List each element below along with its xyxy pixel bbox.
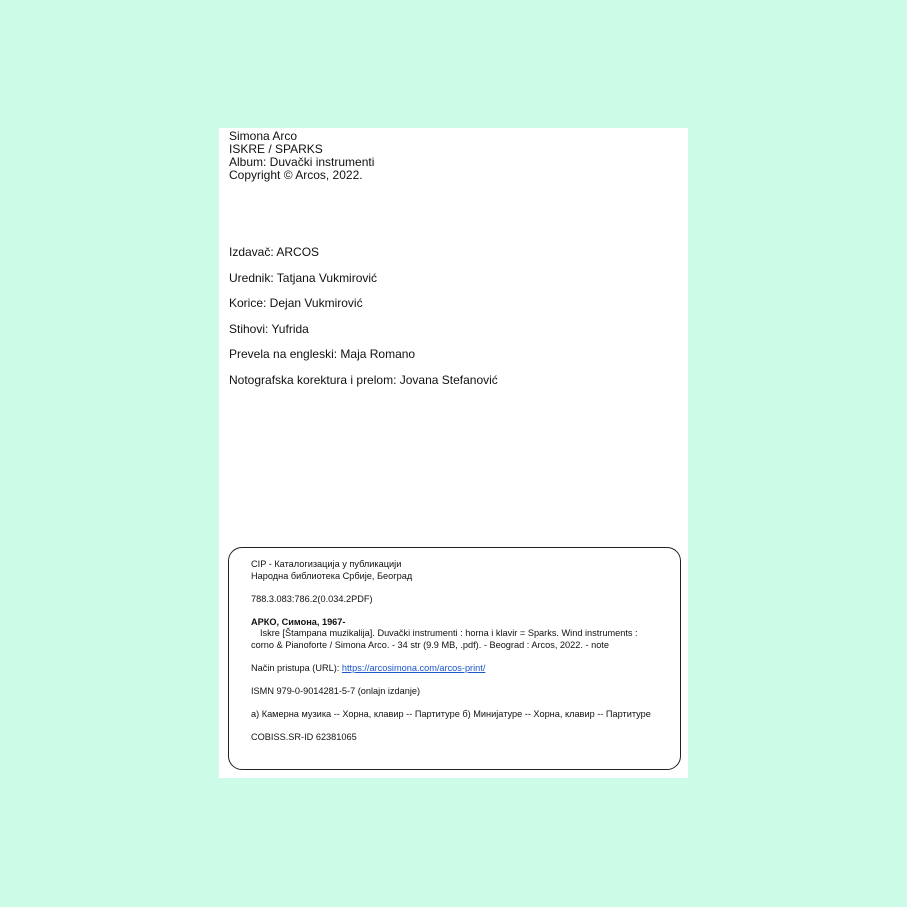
cip-record-box [228,547,681,770]
cip-cobiss: COBISS.SR-ID 62381065 [251,731,357,742]
spacer [251,605,680,617]
album-line: Album: Duvački instrumenti [229,155,375,169]
copyright-line: Copyright © Arcos, 2022. [229,168,363,182]
cip-heading-line1: CIP - Каталогизација у публикацији [251,559,402,569]
cip-classification: 788.3.083:786.2(0.034.2PDF) [251,593,373,604]
cip-description-line2: corno & Pianoforte / Simona Arco. - 34 str (9.9 MB, .pdf). - Beograd : Arcos, 2022. - note [251,639,609,650]
credit-translator: Prevela na engleski: Maja Romano [229,347,416,362]
spacer [251,651,680,663]
document-page [219,128,688,778]
spacer [251,697,680,709]
credit-publisher: Izdavač: ARCOS [229,245,320,259]
spacer [251,720,680,732]
spacer [251,582,680,594]
cip-author-heading: АРКО, Симона, 1967- [251,616,346,627]
title-block [229,130,374,182]
spacer [251,674,680,686]
credit-editor: Urednik: Tatjana Vukmirović [229,270,378,285]
credit-typesetting: Notografska korektura i prelom: Jovana Stefanović [229,372,498,387]
work-title: ISKRE / SPARKS [229,142,323,156]
credit-lyrics: Stihovi: Yufrida [229,321,309,336]
cip-subjects: а) Камерна музика -- Хорна, клавир -- Партитуре б) Минијатуре -- Хорна, клавир -- Партитуре [251,708,651,719]
cip-description-line1: Iskre [Štampana muzikalija]. Duvački instrumenti : horna i klavir = Sparks. Wind instruments : [260,628,638,638]
access-url-link[interactable]: https://arcosimona.com/arcos-print/ [341,662,486,673]
credit-cover: Korice: Dejan Vukmirović [229,296,363,311]
credits-list [229,246,498,400]
author-name: Simona Arco [229,129,298,143]
cip-heading-line2: Народна библиотека Србије, Београд [251,570,413,581]
access-label: Način pristupa (URL): [251,662,342,673]
cip-access-line [251,663,680,675]
cip-ismn: ISMN 979-0-9014281-5-7 (onlajn izdanje) [251,685,421,696]
